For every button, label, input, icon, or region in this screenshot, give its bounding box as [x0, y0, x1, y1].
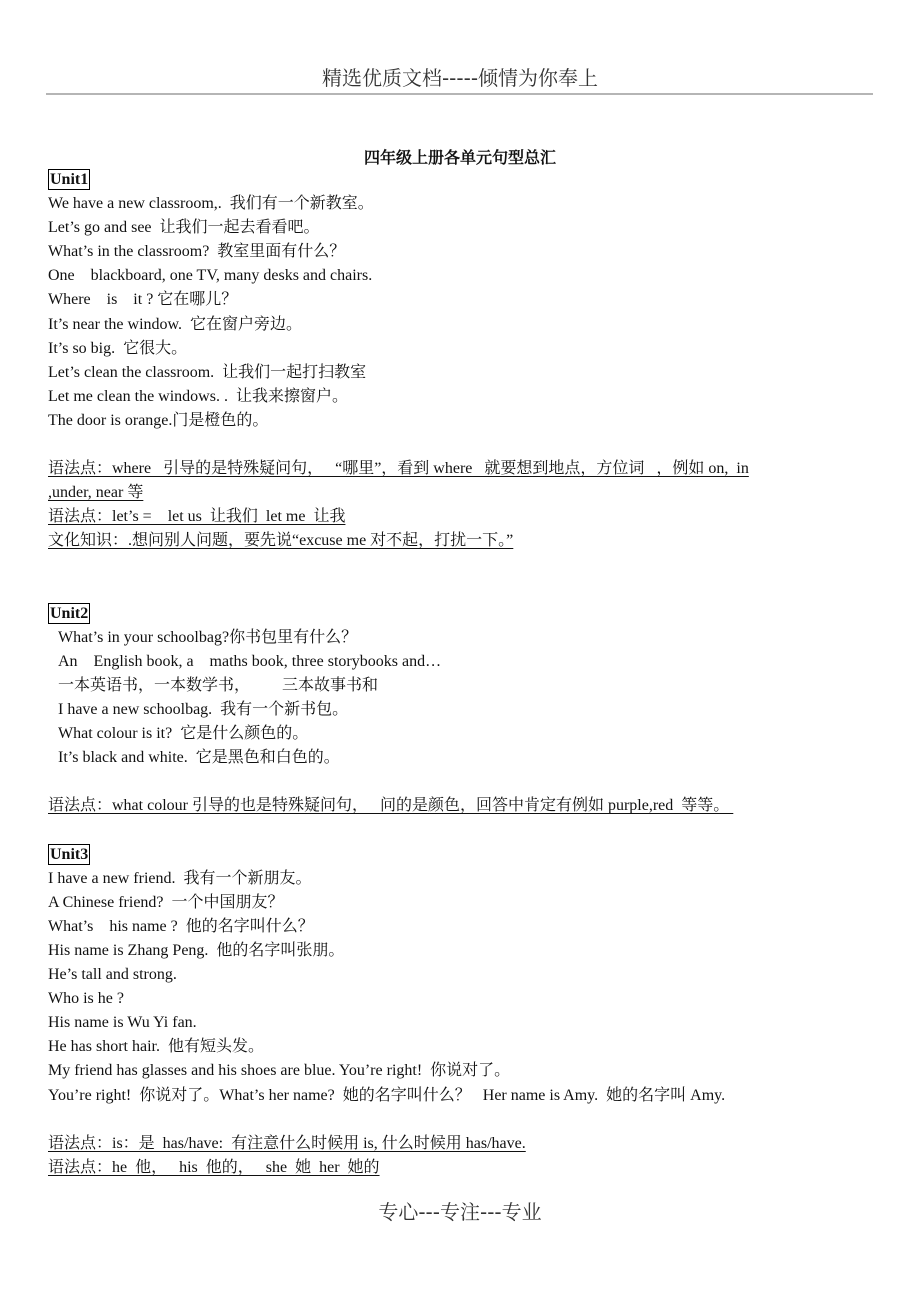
unit1-section [48, 168, 874, 602]
page-footer: 专心---专注---专业 [378, 1200, 542, 1224]
sentence-line: What’s his name ? 他的名字叫什么？ [48, 917, 314, 935]
unit1-heading: Unit1 [50, 171, 89, 188]
sentence-line: Let’s clean the classroom. 让我们一起打扫教室 [48, 363, 367, 381]
sentence-line: His name is Zhang Peng. 他的名字叫张朋。 [48, 942, 345, 959]
sentence-line: He’s tall and strong. [48, 966, 177, 984]
grammar-note: 语法点：he 他， his 他的， she 她 her 她的 [48, 1158, 380, 1176]
unit2-heading: Unit2 [50, 604, 89, 622]
header-divider [46, 93, 873, 95]
sentence-line: An English book, a maths book, three storybooks and… [58, 652, 442, 670]
unit2-section [48, 602, 874, 843]
grammar-note: 语法点：is：是 has/have: 有注意什么时候用 is, 什么时候用 has/have. [48, 1134, 526, 1152]
grammar-note: 语法点：where 引导的是特殊疑问句， “哪里”，看到 where 就要想到地点，方位词 ，例如 on, in [48, 460, 749, 478]
page-header: 精选优质文档-----倾情为你奉上 [321, 66, 599, 90]
sentence-line: It’s near the window. 它在窗户旁边。 [48, 315, 303, 333]
sentence-line: We have a new classroom,. 我们有一个新教室。 [48, 195, 374, 213]
culture-note: 文化知识：.想问别人问题，要先说“excuse me 对不起，打扰一下。” [48, 532, 514, 550]
sentence-line: What colour is it? 它是什么颜色的。 [58, 725, 309, 743]
sentence-line: His name is Wu Yi fan. [48, 1014, 197, 1032]
sentence-line: Let’s go and see 让我们一起去看看吧。 [48, 219, 320, 237]
sentence-line: What’s in your schoolbag?你书包里有什么？ [58, 628, 358, 646]
sentence-line: A Chinese friend? 一个中国朋友？ [48, 893, 284, 911]
sentence-line: Where is it ? 它在哪儿？ [48, 291, 238, 309]
sentence-line: He has short hair. 他有短头发。 [48, 1038, 264, 1056]
sentence-line: What’s in the classroom? 教室里面有什么？ [48, 243, 346, 261]
sentence-line: I have a new schoolbag. 我有一个新书包。 [58, 701, 349, 719]
unit3-heading: Unit3 [50, 845, 89, 863]
sentence-line: One blackboard, one TV, many desks and chairs. [48, 267, 373, 285]
sentence-line: It’s so big. 它很大。 [48, 339, 188, 357]
sentence-line: I have a new friend. 我有一个新朋友。 [48, 869, 312, 887]
sentence-line: 一本英语书，一本数学书， 三本故事书和 [58, 676, 379, 694]
document-body [48, 168, 874, 1180]
grammar-note: ,under, near 等 [48, 484, 144, 502]
sentence-line: My friend has glasses and his shoes are blue. You’re right! 你说对了。 [48, 1062, 511, 1080]
sentence-line: You’re right! 你说对了。What’s her name? 她的名字叫什么？ Her name is Amy. 她的名字叫 Amy. [48, 1086, 726, 1104]
document-title: 四年级上册各单元句型总汇 [363, 150, 556, 167]
unit3-section [48, 843, 874, 1180]
grammar-note: 语法点：let’s = let us 让我们 let me 让我 [48, 508, 346, 526]
sentence-line: Who is he ? [48, 990, 124, 1008]
sentence-line: It’s black and white. 它是黑色和白色的。 [58, 749, 340, 767]
sentence-line: The door is orange.门是橙色的。 [48, 411, 269, 429]
sentence-line: Let me clean the windows. . 让我来擦窗户。 [48, 387, 348, 405]
grammar-note: 语法点：what colour 引导的也是特殊疑问句， 问的是颜色，回答中肯定有例如 purple,red 等等。 [48, 797, 734, 815]
